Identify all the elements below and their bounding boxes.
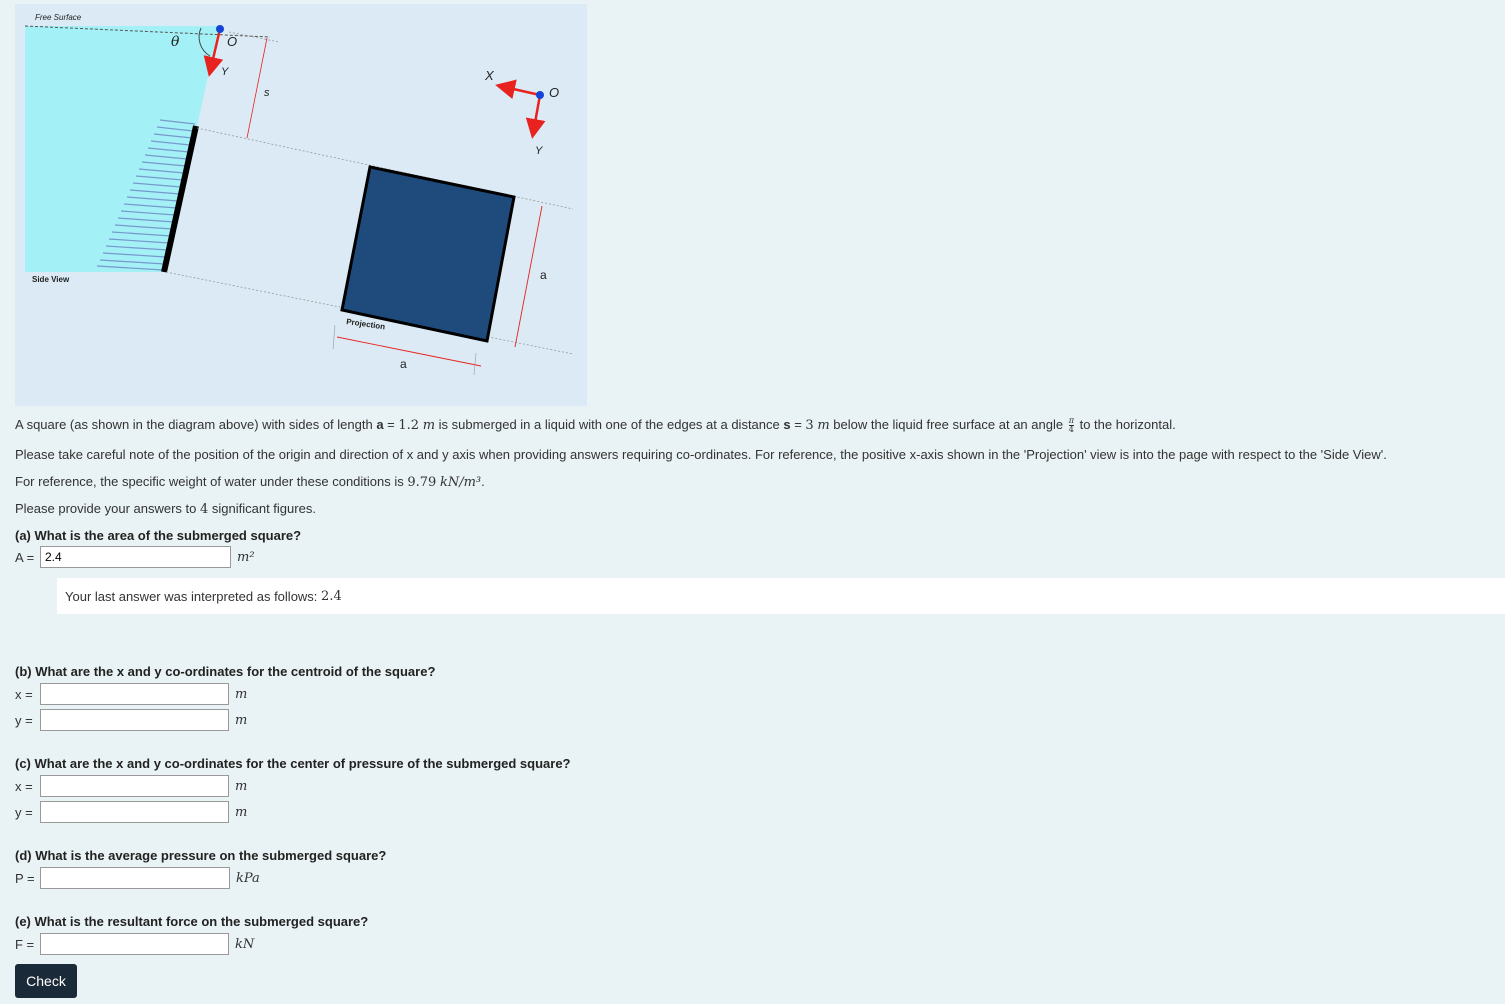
question-c: (c) What are the x and y co-ordinates for the center of pressure of the submerged square? xyxy=(15,756,571,771)
cp-x-unit: m xyxy=(235,778,248,794)
answer-row-cp-x xyxy=(15,773,247,799)
question-d: (d) What is the average pressure on the submerged square? xyxy=(15,848,387,863)
cp-x-label: x = xyxy=(15,778,33,794)
problem-statement-1: A square (as shown in the diagram above) with sides of length a = 1.2 m is submerged in a liquid with one of the edges at a distance s = 3 m below the liquid free surface at an angle $\frac{\pi}{4}$ to the horizontal. xyxy=(15,416,1176,435)
centroid-x-input[interactable] xyxy=(40,683,229,705)
a-label-bottom: a xyxy=(400,357,407,371)
answer-row-pressure xyxy=(15,865,260,891)
answer-row-cp-y xyxy=(15,799,247,825)
projection-label: Projection xyxy=(345,317,386,332)
y-label-projection: Y xyxy=(535,145,543,157)
force-unit: kN xyxy=(235,936,255,952)
angle-fraction: $\frac{\pi}{4}$ xyxy=(1068,416,1074,435)
question-b: (b) What are the x and y co-ordinates for the centroid of the square? xyxy=(15,664,436,679)
cp-y-unit: m xyxy=(235,804,248,820)
problem-statement-4: Please provide your answers to 4 significant figures. xyxy=(15,501,316,517)
a-label-right: a xyxy=(540,268,547,282)
area-label: A = xyxy=(15,549,35,565)
cp-x-input[interactable] xyxy=(40,775,229,797)
pressure-input[interactable] xyxy=(40,867,230,889)
centroid-y-input[interactable] xyxy=(40,709,229,731)
answer-row-area xyxy=(15,544,255,570)
s-label: s xyxy=(264,87,270,99)
problem-statement-3: For reference, the specific weight of water under these conditions is 9.79 kN/m³. xyxy=(15,474,485,490)
origin-dot-side xyxy=(216,25,224,33)
problem-diagram xyxy=(15,4,587,406)
centroid-x-unit: m xyxy=(235,686,248,702)
theta-label: θ xyxy=(171,34,180,50)
origin-dot-projection xyxy=(536,91,544,99)
question-a: (a) What is the area of the submerged square? xyxy=(15,528,302,543)
answer-row-centroid-y xyxy=(15,707,247,733)
pressure-label: P = xyxy=(15,870,35,886)
check-button[interactable]: Check xyxy=(15,964,77,998)
pressure-unit: kPa xyxy=(236,870,260,886)
cp-y-input[interactable] xyxy=(40,801,229,823)
answer-row-centroid-x xyxy=(15,681,247,707)
centroid-y-label: y = xyxy=(15,712,33,728)
projected-square xyxy=(342,167,514,341)
question-e: (e) What is the resultant force on the submerged square? xyxy=(15,914,369,929)
x-label-projection: X xyxy=(485,68,494,83)
problem-statement-2: Please take careful note of the position of the origin and direction of x and y axis when providing answers requiring co-ordinates. For reference, the positive x-axis shown in the 'Projection' view is into the page with respect to the 'Side View'. xyxy=(15,447,1387,462)
answer-feedback: Your last answer was interpreted as follows: 2.4 xyxy=(57,578,1505,614)
centroid-x-label: x = xyxy=(15,686,33,702)
side-view-label: Side View xyxy=(32,275,70,284)
free-surface-label: Free Surface xyxy=(35,13,82,22)
area-input[interactable] xyxy=(40,546,231,568)
force-label: F = xyxy=(15,936,35,952)
origin-label-projection: O xyxy=(549,85,560,100)
force-input[interactable] xyxy=(40,933,229,955)
origin-label-side: O xyxy=(227,34,238,49)
cp-y-label: y = xyxy=(15,804,33,820)
answer-row-force xyxy=(15,931,254,957)
feedback-value: 2.4 xyxy=(321,588,342,604)
y-label-side: Y xyxy=(221,66,229,78)
centroid-y-unit: m xyxy=(235,712,248,728)
area-unit: m² xyxy=(237,549,255,565)
